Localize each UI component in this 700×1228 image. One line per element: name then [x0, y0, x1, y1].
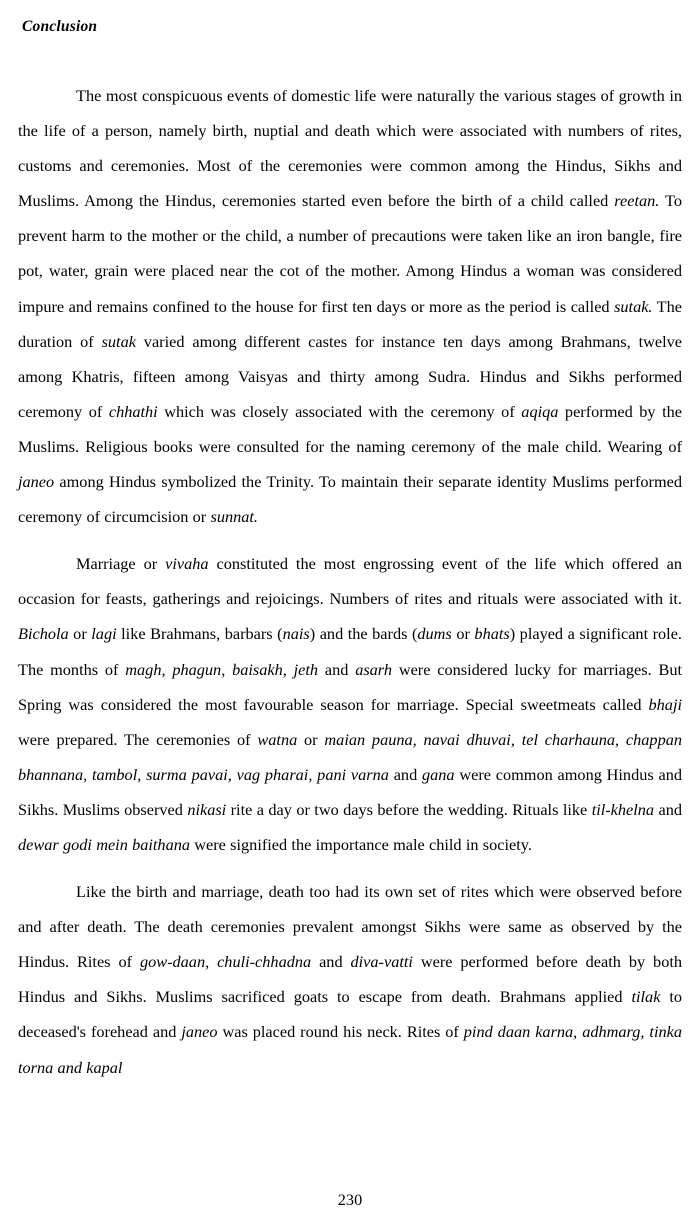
vernacular-term: bhats	[474, 624, 510, 644]
text-run: rite a day or two days before the wedding. Rituals like	[226, 799, 592, 819]
text-run: were common among Hindus and Sikhs. Muslims observed	[18, 764, 682, 819]
text-run: and	[388, 764, 422, 784]
vernacular-term: asarh	[355, 659, 392, 679]
vernacular-term: bhaji	[648, 694, 682, 714]
vernacular-term: pind daan karna, adhmarg, tinka torna and kapal	[18, 1022, 682, 1077]
vernacular-term: diva-vatti	[350, 952, 413, 972]
text-run: Marriage or	[76, 554, 166, 574]
text-run: ) and the bards (	[309, 624, 418, 644]
body-text-column	[18, 78, 682, 1085]
vernacular-term: lagi	[91, 624, 117, 644]
vernacular-term: watna	[257, 729, 298, 749]
vernacular-term: nais	[282, 624, 310, 644]
text-run: were considered lucky for marriages. But Spring was considered the most favourable season for marriage. Special sweetmeats called	[18, 659, 682, 714]
vernacular-term: sutak	[101, 331, 136, 351]
text-run: Like the birth and marriage, death too had its own set of rites which were observed before and after death. The death ceremonies prevalent amongst Sikhs were same as observed by the Hindus. Rites of	[18, 882, 682, 972]
text-run: and	[654, 799, 683, 819]
text-run: and	[311, 952, 351, 972]
vernacular-term: janeo	[18, 472, 55, 492]
text-run: among Hindus symbolized the Trinity. To maintain their separate identity Muslims performed ceremony of circumcision or	[18, 472, 682, 527]
text-run: varied among different castes for instance ten days among Brahmans, twelve among Khatris, fifteen among Vaisyas and thirty among Sudra. Hindus and Sikhs performed ceremony of	[18, 331, 682, 421]
text-run: To prevent harm to the mother or the child, a number of precautions were taken like an iron bangle, fire pot, water, grain were placed near the cot of the mother. Among Hindus a woman was considered impure and remains confined to the house for first ten days or more as the period is called	[18, 191, 682, 316]
vernacular-term: aqiqa	[521, 401, 559, 421]
text-run: and	[318, 659, 356, 679]
vernacular-term: sutak.	[614, 296, 653, 316]
vernacular-term: Bichola	[18, 624, 69, 644]
text-run: were signified the importance male child in society.	[190, 834, 532, 854]
text-run: was placed round his neck. Rites of	[217, 1022, 464, 1042]
vernacular-term: magh, phagun, baisakh, jeth	[125, 659, 319, 679]
vernacular-term: dewar godi mein baithana	[18, 834, 190, 854]
text-run: The duration of	[18, 296, 682, 351]
vernacular-term: gana	[422, 764, 455, 784]
section-heading: Conclusion	[22, 18, 98, 35]
para-marriage-rites	[18, 546, 682, 862]
text-run: or	[451, 624, 475, 644]
vernacular-term: janeo	[181, 1022, 218, 1042]
vernacular-term: dums	[417, 624, 452, 644]
text-run: were prepared. The ceremonies of	[18, 729, 258, 749]
text-run: which was closely associated with the ceremony of	[157, 401, 522, 421]
vernacular-term: tilak	[631, 987, 661, 1007]
text-run: were performed before death by both Hindus and Sikhs. Muslims sacrificed goats to escape from death. Brahmans applied	[18, 952, 683, 1007]
vernacular-term: sunnat.	[210, 507, 258, 527]
text-run: constituted the most engrossing event of the life which offered an occasion for feasts, gatherings and rejoicings. Numbers of rites and rituals were associated with it.	[18, 554, 682, 609]
text-run: ) played a significant role. The months of	[18, 624, 683, 679]
para-birth-rites	[18, 78, 682, 534]
text-run: or	[68, 624, 92, 644]
text-run: to deceased's forehead and	[18, 987, 683, 1042]
text-run: The most conspicuous events of domestic life were naturally the various stages of growth in the life of a person, namely birth, nuptial and death which were associated with numbers of rites, customs and ceremonies. Most of the ceremonies were common among the Hindus, Sikhs and Muslims. Among the Hindus, ceremonies started even before the birth of a child called	[18, 86, 682, 211]
vernacular-term: maian pauna, navai dhuvai, tel charhauna, chappan bhannana, tambol, surma pavai, vag pharai, pani varna	[18, 729, 682, 784]
vernacular-term: nikasi	[187, 799, 227, 819]
para-death-rites	[18, 874, 682, 1085]
vernacular-term: til-khelna	[591, 799, 655, 819]
vernacular-term: gow-daan, chuli-chhadna	[139, 952, 312, 972]
vernacular-term: chhathi	[108, 401, 158, 421]
text-run: performed by the Muslims. Religious books were consulted for the naming ceremony of the male child. Wearing of	[18, 401, 682, 456]
vernacular-term: reetan.	[614, 191, 660, 211]
text-run: like Brahmans, barbars (	[116, 624, 283, 644]
vernacular-term: vivaha	[165, 554, 209, 574]
text-run: or	[297, 729, 325, 749]
page-number: 230	[337, 1190, 363, 1209]
